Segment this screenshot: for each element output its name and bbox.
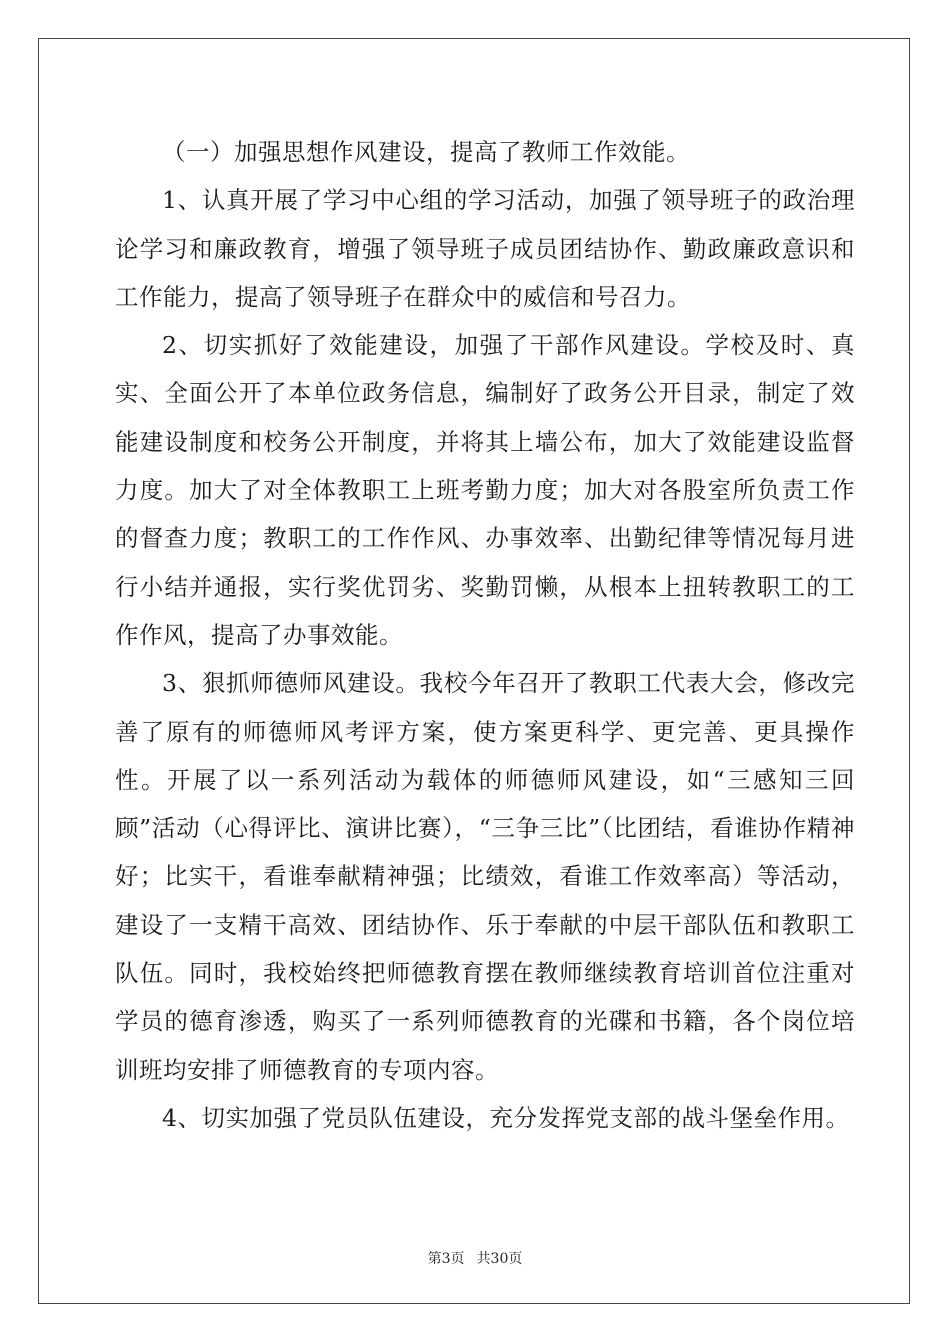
current-page-number: 第3页 <box>427 1251 465 1267</box>
paragraph-item-2: 2、切实抓好了效能建设，加强了干部作风建设。学校及时、真实、全面公开了本单位政务信息，编制好了政务公开目录，制定了效能建设制度和校务公开制度，并将其上墙公布，加大了效能建设监督力度。加大了对全体教职工上班考勤力度；加大对各股室所负责工作的督查力度；教职工的工作作风、办事效率、出勤纪律等情况每月进行小结并通报，实行奖优罚劣、奖勤罚懒，从根本上扭转教职工的工作作风，提高了办事效能。 <box>115 331 855 649</box>
total-pages: 共30页 <box>476 1251 523 1267</box>
section-heading: （一）加强思想作风建设，提高了教师工作效能。 <box>162 138 690 166</box>
paragraph-item-3: 3、狠抓师德师风建设。我校今年召开了教职工代表大会，修改完善了原有的师德师风考评方案，使方案更科学、更完善、更具操作性。开展了以一系列活动为载体的师德师风建设，如“三感知三回顾”活动（心得评比、演讲比赛），“三争三比”（比团结，看谁协作精神好；比实干，看谁奉献精神强；比绩效，看谁工作效率高）等活动，建设了一支精干高效、团结协作、乐于奉献的中层干部队伍和教职工队伍。同时，我校始终把师德教育摆在教师继续教育培训首位注重对学员的德育渗透，购买了一系列师德教育的光碟和书籍，各个岗位培训班均安排了师德教育的专项内容。 <box>115 669 855 1084</box>
paragraph-item-1: 1、认真开展了学习中心组的学习活动，加强了领导班子的政治理论学习和廉政教育，增强了领导班子成员团结协作、勤政廉政意识和工作能力，提高了领导班子在群众中的威信和号召力。 <box>115 186 855 311</box>
page-footer <box>0 1248 950 1268</box>
paragraph-item-4: 4、切实加强了党员队伍建设，充分发挥党支部的战斗堡垒作用。 <box>162 1103 850 1132</box>
document-body <box>115 128 855 1142</box>
